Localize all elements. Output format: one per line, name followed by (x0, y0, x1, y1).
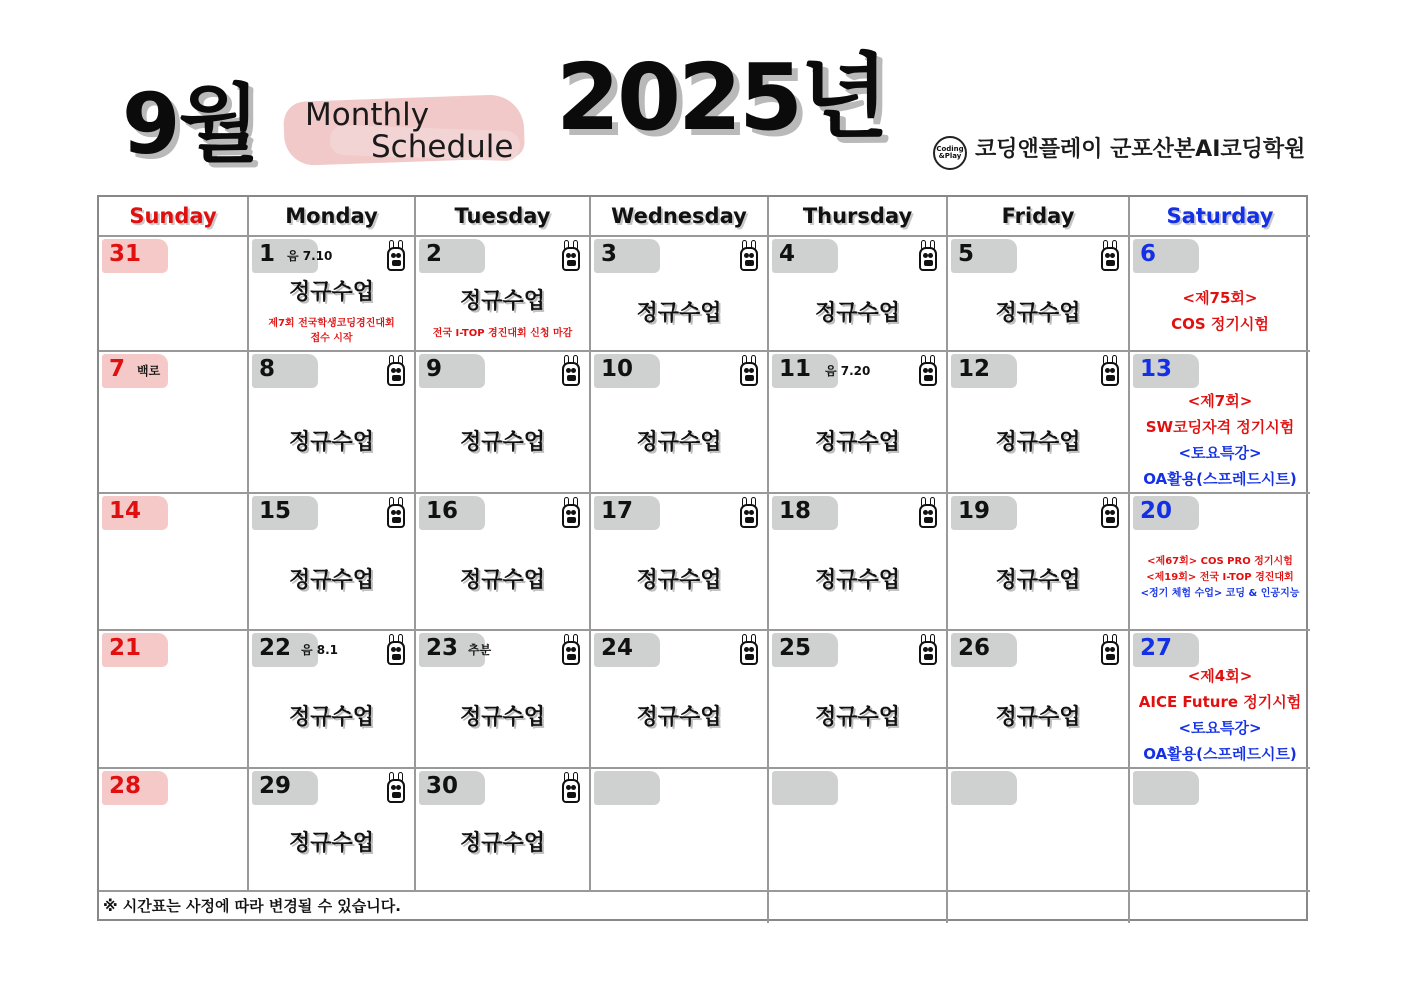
saturday-event: <제4회> AICE Future 정기시험 <토요특강> OA활용(스프레드시트) (1138, 667, 1302, 763)
robot-icon (739, 240, 759, 272)
regular-class-label: 정규수업 (814, 568, 900, 593)
day-cell (1130, 352, 1310, 494)
date-tab (772, 771, 838, 805)
robot-icon (386, 497, 406, 529)
month-title: 9월 (122, 75, 258, 173)
saturday-event: <제75회> COS 정기시험 (1171, 289, 1269, 333)
empty-day-cell (769, 769, 948, 892)
regular-class-label: 정규수업 (288, 705, 374, 730)
monthly-label: Monthly (305, 97, 430, 133)
date-number: 8 (259, 356, 276, 382)
day-cell (591, 494, 769, 631)
day-cell (948, 352, 1130, 494)
lunar-date: 음 8.1 (301, 643, 339, 657)
regular-class-label: 정규수업 (459, 568, 545, 593)
day-cell (1130, 631, 1310, 769)
regular-class-label: 정규수업 (636, 430, 722, 455)
robot-icon (386, 772, 406, 804)
date-number: 5 (958, 241, 975, 267)
regular-class-label: 정규수업 (459, 430, 545, 455)
day-cell (416, 352, 591, 494)
robot-icon (918, 240, 938, 272)
robot-icon (739, 634, 759, 666)
day-cell (769, 631, 948, 769)
date-number: 26 (958, 635, 991, 661)
date-number: 16 (426, 498, 459, 524)
weekday-monday: Monday (249, 197, 416, 237)
regular-class-label: 정규수업 (814, 301, 900, 326)
weekday-thursday: Thursday (769, 197, 948, 237)
event-note: 전국 I-TOP 경진대회 신청 마감 (432, 328, 573, 339)
day-cell (769, 237, 948, 352)
date-number: 13 (1140, 356, 1173, 382)
date-number: 4 (779, 241, 796, 267)
logo-line1: Coding (936, 144, 964, 153)
day-cell (416, 769, 591, 892)
robot-icon (386, 240, 406, 272)
day-cell (1130, 237, 1310, 352)
regular-class-label: 정규수업 (459, 831, 545, 856)
date-number: 1 (259, 241, 276, 267)
regular-class-label: 정규수업 (459, 705, 545, 730)
solar-term: 백로 (137, 364, 161, 378)
date-number: 2 (426, 241, 443, 267)
robot-icon (918, 634, 938, 666)
robot-icon (1100, 634, 1120, 666)
date-number: 10 (601, 356, 634, 382)
date-number: 12 (958, 356, 991, 382)
date-number: 22 (259, 635, 292, 661)
regular-class-label: 정규수업 (288, 831, 374, 856)
event-note: 제7회 전국학생코딩경진대회 접수 시작 (268, 318, 395, 344)
date-number: 7 (109, 356, 126, 382)
robot-icon (561, 772, 581, 804)
day-cell (249, 631, 416, 769)
regular-class-label: 정규수업 (288, 280, 374, 305)
date-number: 6 (1140, 241, 1157, 267)
day-cell (591, 352, 769, 494)
date-number: 27 (1140, 635, 1173, 661)
regular-class-label: 정규수업 (459, 289, 545, 314)
date-number: 23 (426, 635, 459, 661)
robot-icon (739, 355, 759, 387)
date-number: 17 (601, 498, 634, 524)
robot-icon (386, 355, 406, 387)
day-cell (99, 494, 249, 631)
regular-class-label: 정규수업 (995, 705, 1081, 730)
date-number: 30 (426, 773, 459, 799)
day-cell (591, 237, 769, 352)
date-number: 29 (259, 773, 292, 799)
day-cell (416, 494, 591, 631)
day-cell (948, 494, 1130, 631)
footer-cell (1130, 892, 1310, 923)
robot-icon (918, 497, 938, 529)
robot-icon (386, 634, 406, 666)
regular-class-label: 정규수업 (995, 430, 1081, 455)
lunar-date: 음 7.10 (287, 249, 333, 263)
day-cell (99, 631, 249, 769)
weekday-tuesday: Tuesday (416, 197, 591, 237)
date-number: 31 (109, 241, 142, 267)
footer-cell (948, 892, 1130, 923)
regular-class-label: 정규수업 (636, 705, 722, 730)
regular-class-label: 정규수업 (636, 301, 722, 326)
robot-icon (918, 355, 938, 387)
date-number: 19 (958, 498, 991, 524)
day-cell (249, 352, 416, 494)
robot-icon (739, 497, 759, 529)
day-cell (416, 631, 591, 769)
date-number: 24 (601, 635, 634, 661)
regular-class-label: 정규수업 (814, 430, 900, 455)
robot-icon (1100, 497, 1120, 529)
date-tab (594, 771, 660, 805)
regular-class-label: 정규수업 (814, 705, 900, 730)
empty-day-cell (591, 769, 769, 892)
day-cell (249, 494, 416, 631)
calendar-grid (97, 195, 1308, 921)
robot-icon (561, 240, 581, 272)
day-cell (769, 352, 948, 494)
weekday-friday: Friday (948, 197, 1130, 237)
robot-icon (1100, 355, 1120, 387)
footer-cell (769, 892, 948, 923)
logo-line2: &Play (938, 152, 962, 160)
day-cell (1130, 494, 1310, 631)
date-number: 21 (109, 635, 142, 661)
day-cell (99, 237, 249, 352)
schedule-label: Schedule (371, 129, 514, 165)
date-number: 14 (109, 498, 142, 524)
day-cell (249, 769, 416, 892)
date-number: 18 (779, 498, 812, 524)
lunar-date: 음 7.20 (825, 364, 871, 378)
day-cell (948, 237, 1130, 352)
academy-name: 코딩앤플레이 군포산본AI코딩학원 (975, 137, 1306, 162)
robot-icon (561, 634, 581, 666)
year-title: 2025년 (556, 44, 886, 151)
weekday-sunday: Sunday (99, 197, 249, 237)
date-number: 20 (1140, 498, 1173, 524)
day-cell (591, 631, 769, 769)
day-cell (416, 237, 591, 352)
footer-cell (591, 892, 769, 923)
regular-class-label: 정규수업 (288, 430, 374, 455)
day-cell (769, 494, 948, 631)
date-number: 11 (779, 356, 812, 382)
day-cell (99, 352, 249, 494)
regular-class-label: 정규수업 (995, 301, 1081, 326)
weekday-saturday: Saturday (1130, 197, 1310, 237)
footnote: ※ 시간표는 사정에 따라 변경될 수 있습니다. (103, 897, 401, 915)
date-number: 15 (259, 498, 292, 524)
weekday-wednesday: Wednesday (591, 197, 769, 237)
empty-day-cell (1130, 769, 1310, 892)
day-cell (948, 631, 1130, 769)
date-tab (1133, 771, 1199, 805)
date-number: 3 (601, 241, 618, 267)
regular-class-label: 정규수업 (288, 568, 374, 593)
saturday-event: <제7회> SW코딩자격 정기시험 <토요특강> OA활용(스프레드시트) (1143, 392, 1297, 488)
robot-icon (1100, 240, 1120, 272)
day-cell (249, 237, 416, 352)
date-tab (951, 771, 1017, 805)
date-number: 25 (779, 635, 812, 661)
robot-icon (561, 355, 581, 387)
empty-day-cell (948, 769, 1130, 892)
date-number: 9 (426, 356, 443, 382)
regular-class-label: 정규수업 (636, 568, 722, 593)
date-number: 28 (109, 773, 142, 799)
solar-term: 추분 (468, 643, 492, 657)
day-cell (99, 769, 249, 892)
regular-class-label: 정규수업 (995, 568, 1081, 593)
saturday-event: <제67회> COS PRO 정기시험 <제19회> 전국 I-TOP 경진대회 <정기 체험 수업> 코딩 & 인공지능 (1140, 556, 1300, 599)
coding-play-logo (933, 136, 967, 170)
robot-icon (561, 497, 581, 529)
